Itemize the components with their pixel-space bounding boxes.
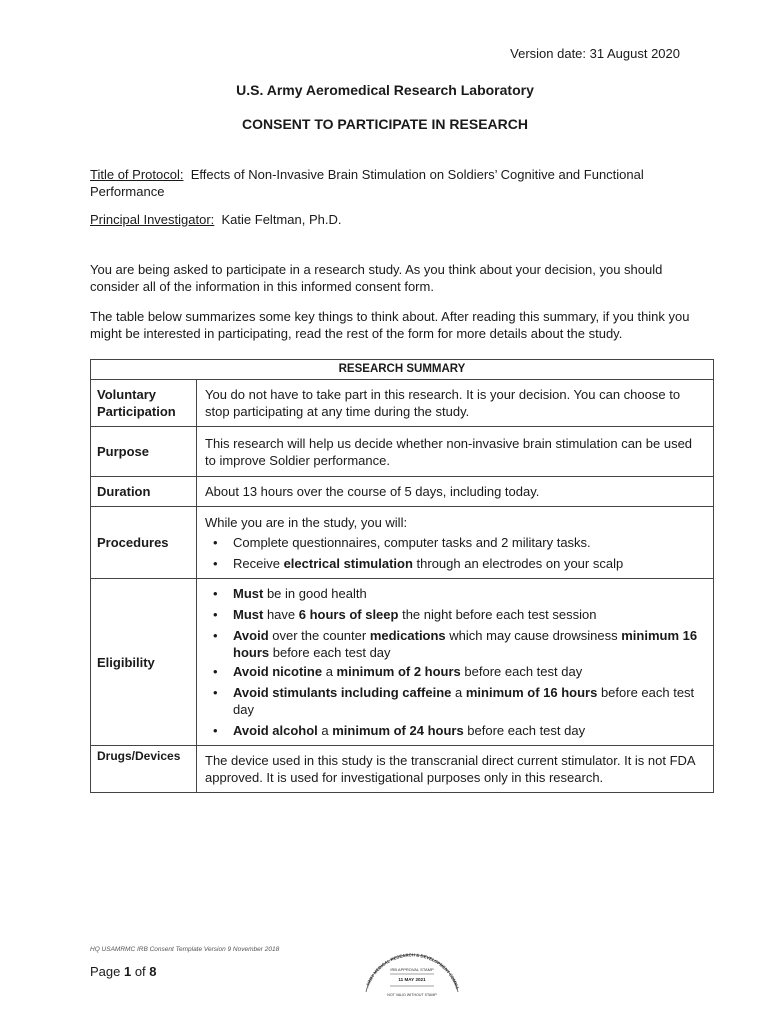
drugs-text: The device used in this study is the transcranial direct current stimulator. It is not FDA approved. It is used for investigational purposes only in this research. [197, 746, 714, 793]
protocol-label: Title of Protocol: [90, 167, 184, 182]
page-total: 8 [149, 964, 157, 979]
procedure-item-2c: through an electrodes on your scalp [412, 555, 624, 571]
elig-3f: before each test day [269, 645, 391, 660]
seal-arc-text: . ARMY MEDICAL RESEARCH & DEVELOPMENT COMMA [364, 952, 460, 990]
elig-5c: minimum of 16 hours [465, 685, 598, 700]
elig-3b: over the counter [268, 628, 370, 643]
elig-2b: have [263, 607, 299, 622]
drugs-label: Drugs/Devices [91, 746, 197, 793]
page-of: of [131, 964, 150, 979]
procedure-item-2a: Receive [233, 555, 284, 571]
procedure-item-1: Complete questionnaires, computer tasks and 2 military tasks. [233, 534, 591, 550]
elig-4a: Avoid nicotine [233, 664, 323, 679]
investigator-label: Principal Investigator: [90, 212, 215, 227]
elig-4b: a [322, 664, 337, 679]
seal-line-2: 11 MAY 2021 [398, 977, 426, 982]
elig-2a: Must [233, 607, 264, 622]
seal-line-3: NOT VALID WITHOUT STAMP [387, 993, 437, 997]
elig-2d: the night before each test session [398, 607, 597, 622]
purpose-text: This research will help us decide whether non-invasive brain stimulation can be used to improve Soldier performance. [197, 427, 714, 477]
table-row [91, 507, 714, 579]
list-item [225, 606, 705, 623]
list-item [225, 627, 705, 661]
elig-6b: a [317, 723, 333, 738]
eligibility-cell [197, 579, 714, 746]
procedures-intro: While you are in the study, you will: [205, 514, 408, 530]
voluntary-label-line1: Voluntary [97, 387, 156, 402]
elig-6d: before each test day [463, 723, 586, 738]
list-item [225, 585, 705, 602]
list-item [225, 722, 705, 739]
organization-title: U.S. Army Aeromedical Research Laboratory [236, 82, 534, 98]
page-current: 1 [123, 964, 132, 979]
table-row [91, 427, 714, 477]
voluntary-label [91, 380, 197, 427]
list-item [225, 555, 705, 572]
table-row [91, 477, 714, 507]
investigator-value: Katie Feltman, Ph.D. [221, 212, 342, 227]
table-row [91, 380, 714, 427]
duration-text: About 13 hours over the course of 5 days, including today. [197, 477, 714, 507]
table-row [91, 579, 714, 746]
elig-1a: Must [233, 586, 264, 601]
intro-paragraph-1: You are being asked to participate in a research study. As you think about your decision, you should consider all of the information in this informed consent form. [90, 262, 663, 294]
elig-3e: minimum 16 hours [233, 628, 698, 660]
protocol-value: Effects of Non-Invasive Brain Stimulation on Soldiers’ Cognitive and Functional Performance [90, 167, 644, 199]
duration-label: Duration [91, 477, 197, 507]
procedures-label: Procedures [91, 507, 197, 579]
page-label: Page [90, 964, 124, 979]
elig-6c: minimum of 24 hours [332, 723, 464, 738]
template-footnote: HQ USAMRMC IRB Consent Template Version 9 November 2018 [90, 946, 280, 953]
summary-header-row [91, 360, 714, 380]
eligibility-label: Eligibility [91, 579, 197, 746]
voluntary-label-line2: Participation [97, 404, 176, 419]
elig-5a: Avoid stimulants including caffeine [233, 685, 452, 700]
principal-investigator [90, 211, 715, 228]
procedure-item-2b: electrical stimulation [283, 555, 413, 571]
elig-3a: Avoid [233, 628, 269, 643]
list-item [225, 663, 705, 680]
elig-3d: which may cause drowsiness [445, 628, 622, 643]
version-date: Version date: 31 August 2020 [510, 46, 680, 61]
procedures-list [205, 534, 705, 572]
elig-3c: medications [369, 628, 446, 643]
eligibility-list [205, 585, 705, 739]
voluntary-text: You do not have to take part in this research. It is your decision. You can choose to stop participating at any time during the study. [197, 380, 714, 427]
purpose-label: Purpose [91, 427, 197, 477]
summary-heading: RESEARCH SUMMARY [91, 360, 714, 380]
elig-4d: before each test day [460, 664, 583, 679]
procedures-cell [197, 507, 714, 579]
list-item [225, 684, 705, 718]
irb-approval-stamp [362, 934, 462, 1004]
elig-5b: a [451, 685, 466, 700]
elig-6a: Avoid alcohol [233, 723, 318, 738]
elig-2c: 6 hours of sleep [298, 607, 399, 622]
elig-1b: be in good health [263, 586, 367, 601]
elig-5d: before each test day [233, 685, 695, 717]
page-number [90, 964, 157, 979]
elig-4c: minimum of 2 hours [336, 664, 461, 679]
table-row [91, 746, 714, 793]
document-title: CONSENT TO PARTICIPATE IN RESEARCH [242, 116, 528, 132]
protocol-title [90, 166, 715, 200]
list-item [225, 534, 705, 551]
intro-paragraph-2: The table below summarizes some key things to think about. After reading this summary, if you think you might be interested in participating, read the rest of the form for more details about the study. [90, 309, 690, 341]
seal-line-1: IRB APPROVAL STAMP [390, 967, 434, 972]
research-summary-table [90, 359, 714, 793]
